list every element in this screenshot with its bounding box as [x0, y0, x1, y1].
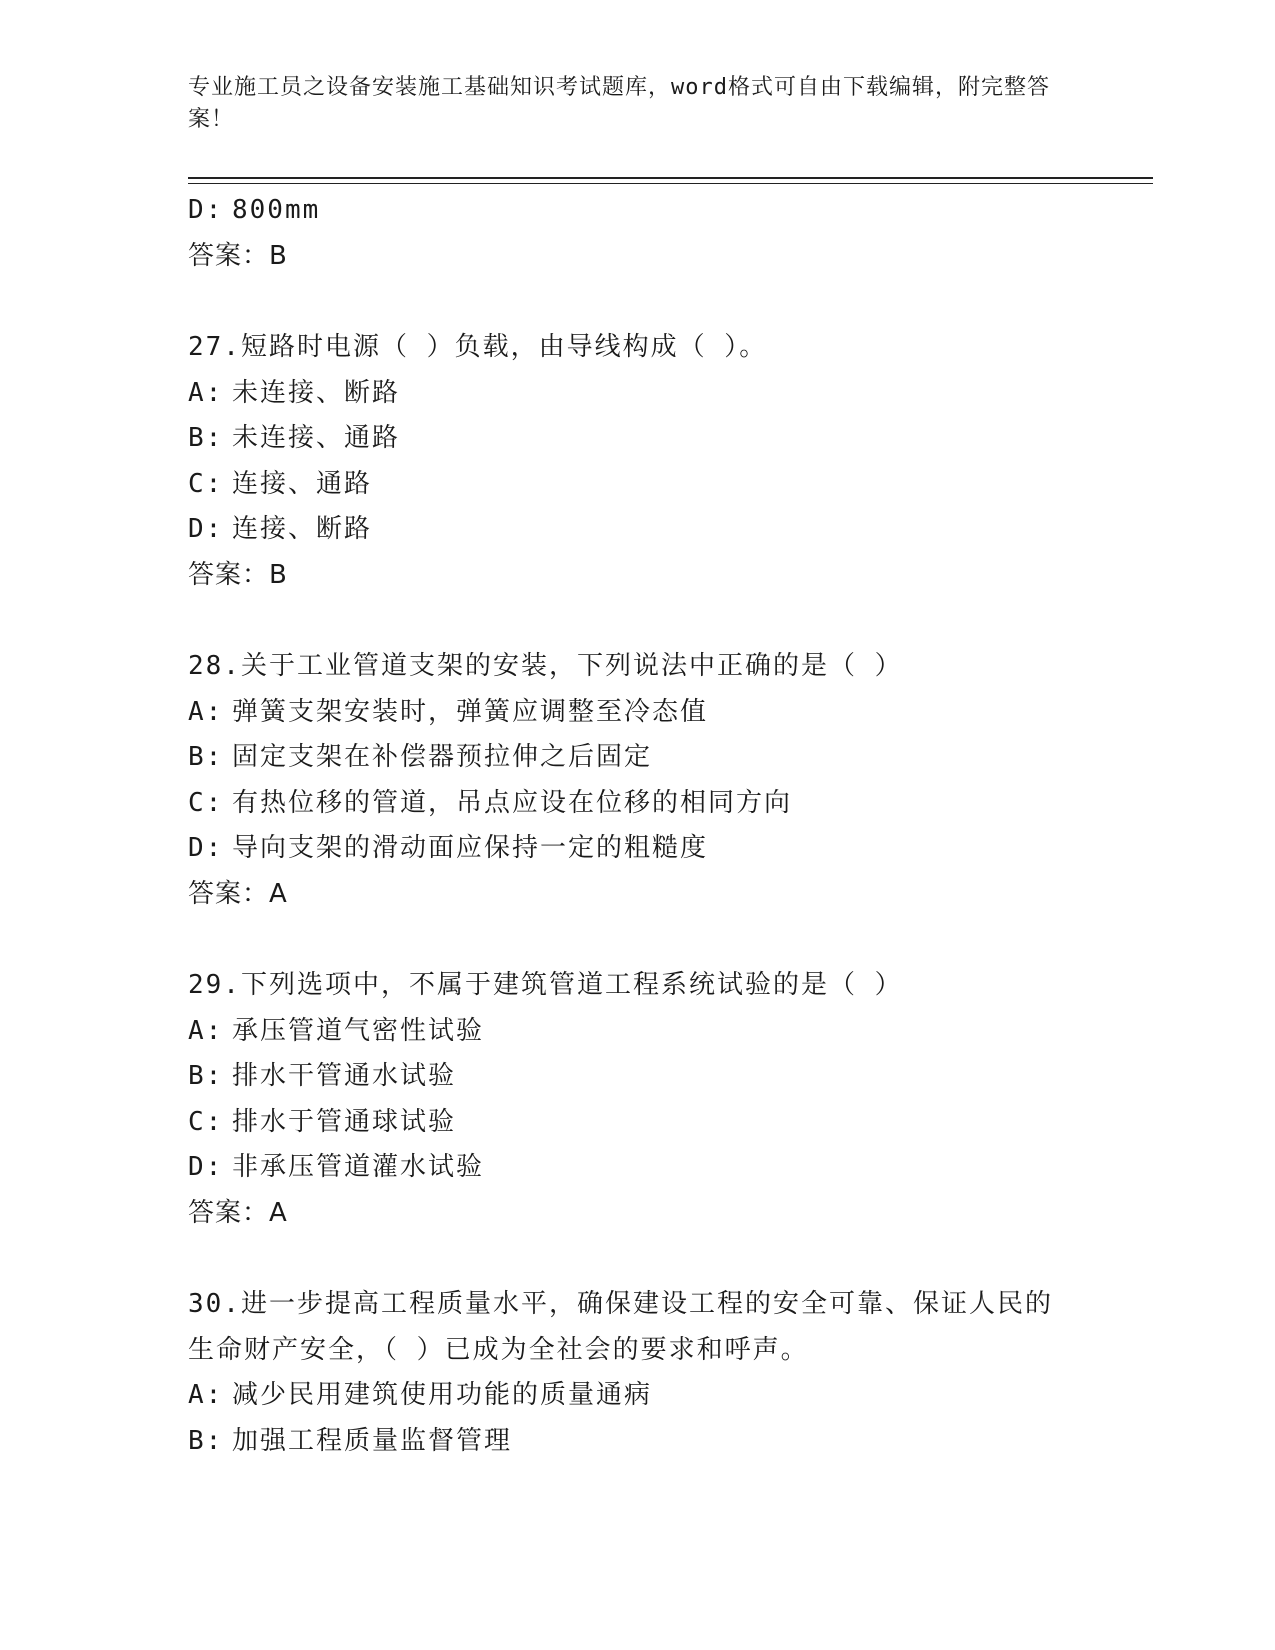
- option-a: [188, 1373, 1088, 1419]
- question-stem: 27.短路时电源（ ）负载，由导线构成（ ）。: [188, 332, 768, 362]
- document-content: [188, 188, 1088, 1464]
- answer-line: 答案：B: [188, 240, 288, 271]
- question-stem-line-2: 生命财产安全，（ ）已成为全社会的要求和呼声。: [188, 1334, 809, 1365]
- option-b: [188, 735, 1088, 781]
- option-text: 排水于管通球试验: [232, 1106, 457, 1137]
- option-label: D:: [188, 1152, 224, 1182]
- option-b: [188, 1419, 1088, 1465]
- option-text: 导向支架的滑动面应保持一定的粗糙度: [232, 833, 709, 863]
- option-text: 有热位移的管道，吊点应设在位移的相同方向: [232, 787, 793, 818]
- option-c: [188, 781, 1088, 827]
- option-c: [188, 1100, 1088, 1146]
- answer-line: 答案：A: [188, 878, 288, 909]
- option-label: D:: [188, 514, 224, 544]
- option-d: [188, 1145, 1088, 1191]
- option-b: [188, 416, 1088, 462]
- option-a: [188, 1009, 1088, 1055]
- option-label: A:: [188, 696, 224, 727]
- header-rule-thin: [188, 183, 1153, 184]
- option-d: [188, 507, 1088, 553]
- answer-line: 答案：A: [188, 1197, 288, 1228]
- option-label: C:: [188, 468, 224, 499]
- option-text: 固定支架在补偿器预拉伸之后固定: [232, 742, 653, 772]
- option-text: 连接、通路: [232, 468, 373, 499]
- answer-line: 答案：B: [188, 559, 288, 590]
- header-rule-thick: [188, 177, 1153, 179]
- option-text: 排水干管通水试验: [232, 1061, 457, 1091]
- option-text: 未连接、通路: [232, 423, 401, 453]
- document-header: 专业施工员之设备安装施工基础知识考试题库，word格式可自由下载编辑，附完整答案！: [188, 75, 1050, 132]
- option-label: A:: [188, 1380, 224, 1410]
- option-text: 800mm: [232, 195, 321, 225]
- option-label: B:: [188, 1061, 224, 1091]
- option-b: [188, 1054, 1088, 1100]
- option-text: 弹簧支架安装时，弹簧应调整至冷态值: [232, 696, 709, 727]
- option-c: [188, 462, 1088, 508]
- question-stem-line-1: 30.进一步提高工程质量水平，确保建设工程的安全可靠、保证人民的: [188, 1289, 1053, 1319]
- option-text: 连接、断路: [232, 514, 373, 544]
- option-label: B:: [188, 742, 224, 772]
- option-label: D:: [188, 195, 224, 225]
- option-label: C:: [188, 1106, 224, 1137]
- option-text: 减少民用建筑使用功能的质量通病: [232, 1380, 653, 1410]
- option-d: [188, 826, 1088, 872]
- option-label: A:: [188, 1015, 224, 1046]
- option-label: B:: [188, 1425, 224, 1456]
- option-d: [188, 188, 1088, 234]
- option-a: [188, 690, 1088, 736]
- option-text: 非承压管道灌水试验: [232, 1152, 485, 1182]
- question-stem: 28.关于工业管道支架的安装，下列说法中正确的是（ ）: [188, 651, 903, 681]
- option-label: A:: [188, 377, 224, 408]
- option-label: B:: [188, 423, 224, 453]
- option-text: 承压管道气密性试验: [232, 1015, 485, 1046]
- option-label: D:: [188, 833, 224, 863]
- option-text: 未连接、断路: [232, 377, 401, 408]
- option-label: C:: [188, 787, 224, 818]
- option-a: [188, 371, 1088, 417]
- option-text: 加强工程质量监督管理: [232, 1425, 513, 1456]
- question-stem: 29.下列选项中，不属于建筑管道工程系统试验的是（ ）: [188, 970, 903, 1000]
